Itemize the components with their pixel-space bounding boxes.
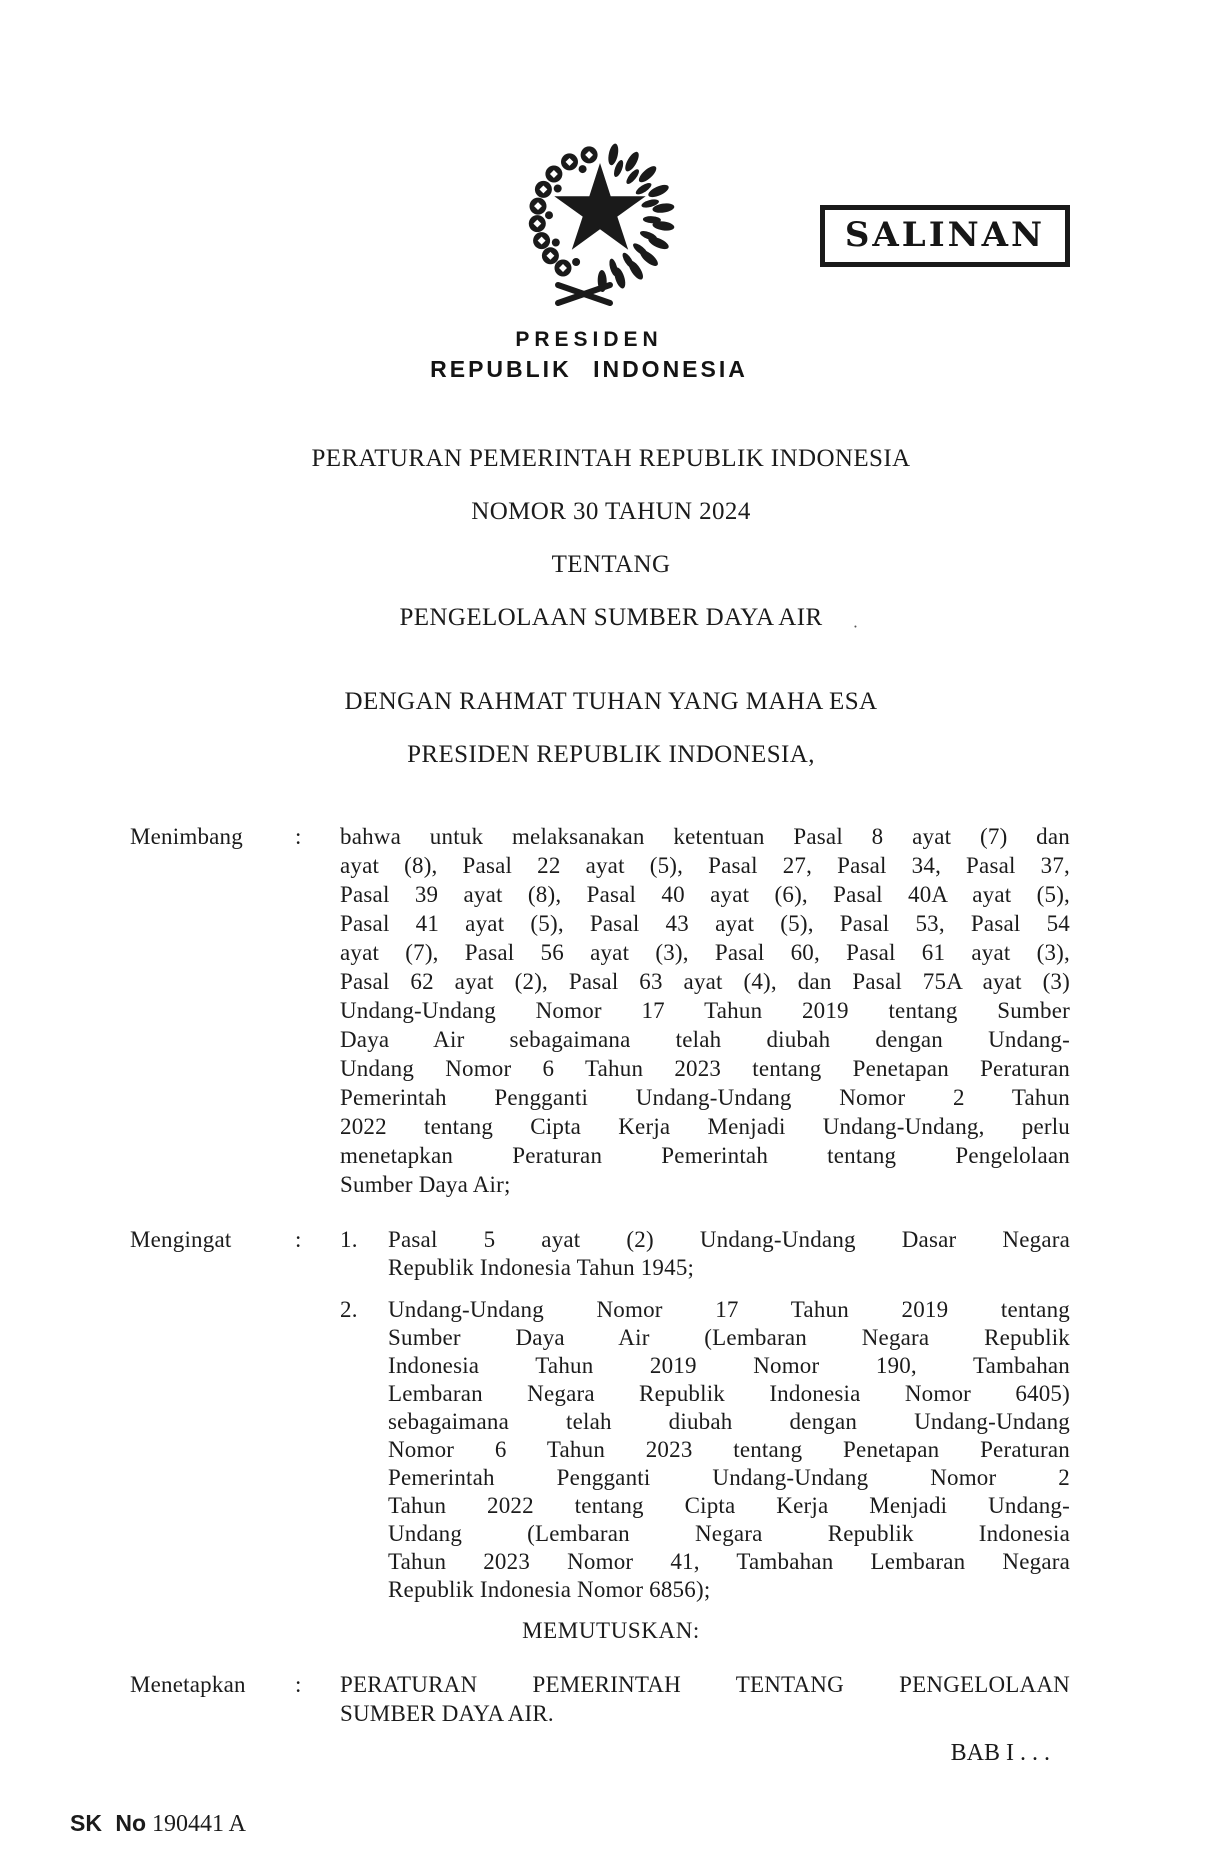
item-text xyxy=(388,1226,1070,1282)
memutuskan-heading: MEMUTUSKAN: xyxy=(522,1618,700,1643)
letterhead-presiden: PRESIDEN xyxy=(515,328,663,351)
mengingat-colon: : xyxy=(295,1227,302,1252)
mengingat-line: Lembaran Negara Republik Indonesia Nomor 6405) xyxy=(388,1381,1070,1406)
mengingat-line: Pemerintah Pengganti Undang-Undang Nomor 2 xyxy=(388,1465,1070,1490)
menimbang-line: Pasal 39 ayat (8), Pasal 40 ayat (6), Pasal 40A ayat (5), xyxy=(340,882,1070,907)
stray-scan-mark: · xyxy=(852,617,859,636)
mengingat-line: Republik Indonesia Tahun 1945; xyxy=(388,1255,695,1280)
mengingat-line: Indonesia Tahun 2019 Nomor 190, Tambahan xyxy=(388,1353,1070,1378)
menimbang-line: Undang Nomor 6 Tahun 2023 tentang Penetapan Peraturan xyxy=(340,1056,1070,1081)
menetapkan-section xyxy=(130,1670,1070,1728)
invocation-line: DENGAN RAHMAT TUHAN YANG MAHA ESA xyxy=(344,688,878,715)
mengingat-line: Undang (Lembaran Negara Republik Indonesia xyxy=(388,1521,1070,1546)
menimbang-colon: : xyxy=(295,824,302,849)
menimbang-line: bahwa untuk melaksanakan ketentuan Pasal 8 ayat (7) dan xyxy=(340,824,1070,849)
title-block xyxy=(6,443,1216,792)
mengingat-line: Pasal 5 ayat (2) Undang-Undang Dasar Negara xyxy=(388,1227,1070,1252)
menimbang-line: Daya Air sebagaimana telah diubah dengan Undang- xyxy=(340,1027,1070,1052)
menetapkan-colon: : xyxy=(295,1672,302,1697)
letterhead xyxy=(0,328,1178,383)
regulation-subject-text: PENGELOLAAN SUMBER DAYA AIR xyxy=(399,604,823,631)
salinan-stamp-label: SALINAN xyxy=(844,215,1046,255)
menimbang-line: Sumber Daya Air; xyxy=(340,1172,511,1197)
mengingat-line: Undang-Undang Nomor 17 Tahun 2019 tentang xyxy=(388,1297,1070,1322)
salinan-stamp xyxy=(820,205,1070,267)
mengingat-line: Nomor 6 Tahun 2023 tentang Penetapan Peraturan xyxy=(388,1437,1070,1462)
sk-prefix: SK No xyxy=(70,1810,146,1836)
regulation-subject xyxy=(6,602,1216,655)
menetapkan-body xyxy=(340,1670,1070,1728)
item-number: 2. xyxy=(340,1297,358,1322)
menimbang-label: Menimbang xyxy=(130,824,243,849)
menimbang-line: Pasal 62 ayat (2), Pasal 63 ayat (4), dan Pasal 75A ayat (3) xyxy=(340,969,1070,994)
menimbang-line: Pemerintah Pengganti Undang-Undang Nomor 2 Tahun xyxy=(340,1085,1070,1110)
item-text xyxy=(388,1296,1070,1604)
regulation-title: PERATURAN PEMERINTAH REPUBLIK INDONESIA xyxy=(311,445,911,472)
menetapkan-label: Menetapkan xyxy=(130,1672,246,1697)
menimbang-line: Pasal 41 ayat (5), Pasal 43 ayat (5), Pasal 53, Pasal 54 xyxy=(340,911,1070,936)
menimbang-line: Undang-Undang Nomor 17 Tahun 2019 tentang Sumber xyxy=(340,998,1070,1023)
regulation-number: NOMOR 30 TAHUN 2024 xyxy=(471,498,751,525)
menimbang-line: ayat (7), Pasal 56 ayat (3), Pasal 60, Pasal 61 ayat (3), xyxy=(340,940,1070,965)
mengingat-label: Mengingat xyxy=(130,1227,232,1252)
mengingat-section xyxy=(130,1226,1070,1604)
sk-number: 190441 A xyxy=(152,1811,247,1837)
tentang-heading: TENTANG xyxy=(551,551,671,578)
presidential-emblem-icon xyxy=(518,135,682,307)
crossed-stems-icon xyxy=(558,285,610,303)
mengingat-line: Republik Indonesia Nomor 6856); xyxy=(388,1577,711,1602)
mengingat-line: sebagaimana telah diubah dengan Undang-Undang xyxy=(388,1409,1070,1434)
authority-line: PRESIDEN REPUBLIK INDONESIA, xyxy=(407,741,815,768)
continuation-catchword: BAB I . . . xyxy=(950,1740,1050,1766)
mengingat-line: Tahun 2023 Nomor 41, Tambahan Lembaran Negara xyxy=(388,1549,1070,1574)
mengingat-line: Sumber Daya Air (Lembaran Negara Republik xyxy=(388,1325,1070,1350)
mengingat-body xyxy=(340,1226,1070,1604)
document-control-number xyxy=(70,1810,246,1838)
menimbang-line: menetapkan Peraturan Pemerintah tentang Pengelolaan xyxy=(340,1143,1070,1168)
item-number: 1. xyxy=(340,1227,358,1252)
menimbang-body xyxy=(340,822,1070,1199)
mengingat-item-2 xyxy=(340,1296,1070,1604)
menimbang-line: ayat (8), Pasal 22 ayat (5), Pasal 27, Pasal 34, Pasal 37, xyxy=(340,853,1070,878)
mengingat-item-1 xyxy=(340,1226,1070,1282)
letterhead-republik-indonesia: REPUBLIK INDONESIA xyxy=(430,356,748,382)
menetapkan-line: SUMBER DAYA AIR. xyxy=(340,1701,554,1726)
mengingat-line: Tahun 2022 tentang Cipta Kerja Menjadi Undang- xyxy=(388,1493,1070,1518)
menetapkan-line: PERATURAN PEMERINTAH TENTANG PENGELOLAAN xyxy=(340,1672,1070,1697)
menimbang-section xyxy=(130,822,1070,1199)
menimbang-line: 2022 tentang Cipta Kerja Menjadi Undang-Undang, perlu xyxy=(340,1114,1070,1139)
